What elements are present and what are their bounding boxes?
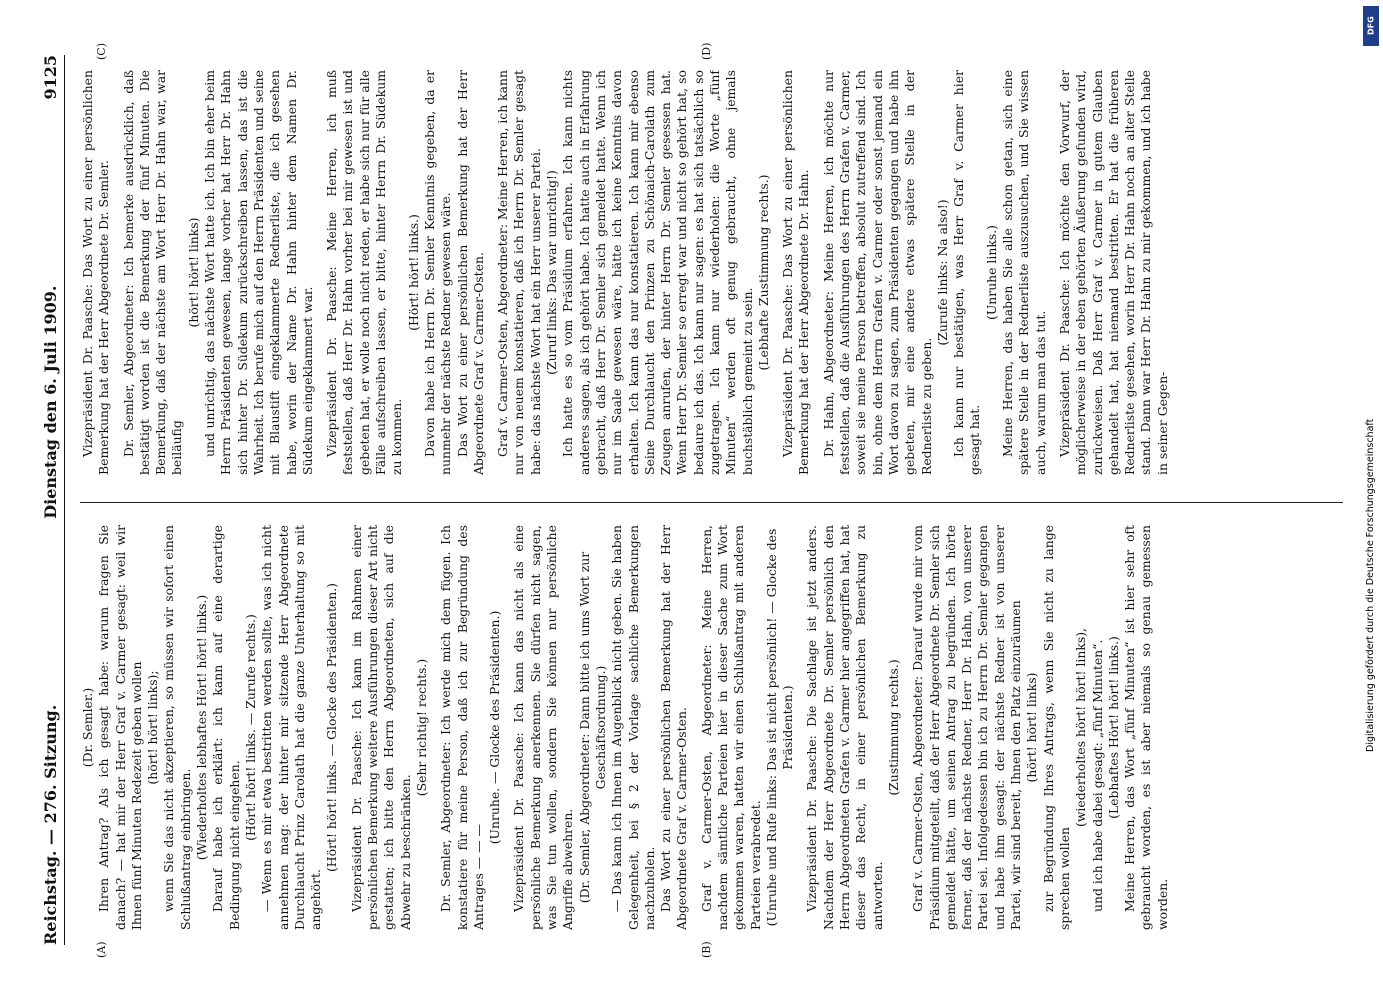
interjection: (Lebhafte Zustimmung rechts.) bbox=[755, 174, 771, 371]
paragraph: und unrichtig, das nächste Wort hatte ich. Ich bin eher beim Herrn Präsidenten gewesen, lange vorher hat Herr Dr. Hahn sich hinter Dr. Südekum zurückschreiben lassen, das ist die Wahrheit. Ich berufe mich auf den Herrn Präsidenten und seine mit Blaustift eingeklammerte Rednerliste, die ich gesehen habe, worin der Name Dr. Hahn hinter dem Namen Dr. Südekum eingeklammert war. bbox=[202, 70, 315, 475]
interjection: (hört! hört! links); bbox=[145, 670, 161, 785]
paragraph: Darauf habe ich erklärt: ich kann auf eine derartige Bedingung nicht eingehen. bbox=[210, 525, 242, 930]
interjection: (hört! hört! links) bbox=[1024, 672, 1040, 783]
speech-paragraph: Dr. Semler, Abgeordneter: Ich bemerke ausdrücklich, daß bestätigt worden ist die Bemerkung der fünf Minuten. Die Bemerkung, daß der nächste am Wort Herr Dr. Hahn war, war beiläufig bbox=[120, 70, 185, 475]
paragraph: zur Begründung Ihres Antrags, wenn Sie nicht zu lange sprechen wollen bbox=[1040, 525, 1072, 930]
paragraph: Ich hatte es so vom Präsidium erfahren. Ich kann nichts anderes sagen, als ich gehört habe. Ich hatte auch in Erfahrung gebracht, daß Herr Dr. Semler sich gemeldet hatte. Wenn ich nur im Saale gewesen wäre, hätte ich keine Kenntnis davon erhalten. Ich kann das nur konstatieren. Ich kann mir ebenso Seine Durchlaucht den Prinzen zu Schönaich-Carolath zum Zeugen anrufen, der hinter Herrn Dr. Semler gesessen hat. Wenn Herr Dr. Semler so erregt war und nicht so gehört hat, so bedaure ich das. Ich kann nur sagen: es hat sich tatsächlich so zugetragen. Ich kann nur wiederholen: die Worte „fünf Minuten“ werden oft genug gebraucht, ohne jemals buchstäblich gemeint zu sein. bbox=[560, 70, 755, 475]
interjection: (wiederholtes hört! hört! links), bbox=[1073, 628, 1089, 828]
paragraph: — Das kann ich Ihnen im Augenblick nicht geben. Sie haben Gelegenheit, bei § 2 der Vorlage sachliche Bemerkungen nachzuholen. bbox=[609, 525, 657, 930]
dfg-logo: DFG bbox=[1363, 6, 1379, 46]
page-number: 9125 bbox=[41, 55, 60, 100]
paragraph: wenn Sie das nicht akzeptieren, so müssen wir sofort einen Schlußantrag einbringen. bbox=[161, 525, 193, 930]
margin-marker-b: (B) bbox=[700, 941, 713, 958]
paragraph: — Wenn es mir etwa bestritten werden sollte, was ich nicht annehmen mag: der hinter mir sitzende Herr Abgeordnete Durchlaucht Prinz Carolath hat die ganze Unterhaltung so mit angehört. bbox=[259, 525, 324, 930]
interjection: (Zurufe links: Na also!) bbox=[934, 199, 950, 346]
paragraph: Davon habe ich Herrn Dr. Semler Kenntnis gegeben, da er nunmehr der nächste Redner gewesen wäre. bbox=[421, 70, 454, 475]
speech-paragraph: Dr. Semler, Abgeordneter: Ich werde mich dem fügen. Ich konstatiere für meine Person, daß ich zur Begründung des Antrages — — — bbox=[438, 525, 486, 930]
speaker-continuation: (Dr. Semler.) bbox=[80, 687, 95, 768]
margin-marker-a: (A) bbox=[95, 941, 108, 958]
interjection: (Zuruf links: Das war unrichtig!) bbox=[544, 170, 560, 375]
interjection: (Zustimmung rechts.) bbox=[885, 659, 901, 796]
interjection: (Unruhe links.) bbox=[983, 225, 999, 320]
speech-paragraph: Dr. Hahn, Abgeordneter: Meine Herren, ich möchte nur feststellen, daß die Ausführungen des Herrn Grafen v. Carmer, soweit sie meine Person betreffen, absolut zutreffend sind. Ich bin, ohne dem Herrn Grafen v. Carmer oder sonst jemand ein Wort davon zu sagen, zum Präsidenten gegangen und habe ihn gebeten, mir eine andere etwas spätere Stelle in der Rednerliste zu geben. bbox=[820, 70, 934, 475]
speech-paragraph: Vizepräsident Dr. Paasche: Ich kann das nicht als eine persönliche Bemerkung anerkennen. Sie dürfen nicht sagen, was Sie tun wollen, sondern Sie können nur persönliche Angriffe abwehren. bbox=[511, 525, 576, 930]
interjection: (hört! hört! links) bbox=[185, 217, 201, 328]
interjection: (Hört! hört! links. — Glocke des Präsidenten.) bbox=[324, 582, 340, 873]
speech-paragraph: Vizepräsident Dr. Paasche: Meine Herren, ich muß feststellen, daß Herr Dr. Hahn vorher bei mir gewesen ist und gebeten hat, er wolle noch nicht reden, er habe sich nur für alle Fälle aufschreiben lassen, er bitte, hinter Herrn Dr. Südekum zu kommen. bbox=[324, 70, 405, 475]
speech-paragraph: Graf v. Carmer-Osten, Abgeordneter: Darauf wurde mir vom Präsidium mitgeteilt, daß der Herr Abgeordnete Dr. Semler sich gemeldet hätte, um seinen Antrag zu begründen. Ich hörte ferner, daß der nächste Redner, Herr Dr. Hahn, von unserer Partei sei. Infolgedessen bin ich zu Herrn Dr. Semler gegangen und habe ihm gesagt: der nächste Redner ist von unserer Partei, wir sind bereit, Ihnen den Platz einzuräumen bbox=[910, 525, 1024, 930]
paragraph: Meine Herren, das Wort „fünf Minuten“ ist hier sehr oft gebraucht worden, es ist aber niemals so genau gemessen worden. bbox=[1122, 525, 1170, 930]
speech-paragraph: Vizepräsident Dr. Paasche: Die Sachlage ist jetzt anders. Nachdem der Herr Abgeordnete Dr. Semler persönlich den Herrn Abgeordneten Grafen v. Carmer hier angegriffen hat, hat dieser das Recht, in einer persönlichen Bemerkung zu antworten. bbox=[804, 525, 885, 930]
speech-paragraph: Vizepräsident Dr. Paasche: Ich kann im Rahmen einer persönlichen Bemerkung weitere Ausführungen dieser Art nicht gestatten; ich bitte den Herrn Abgeordneten, sich auf die Abwehr zu beschränken. bbox=[348, 525, 413, 930]
speech-paragraph: Vizepräsident Dr. Paasche: Ich möchte den Vorwurf, der möglicherweise in der eben gehörten Äußerung gefunden wird, zurückweisen. Daß Herr Graf v. Carmer in gutem Glauben gehandelt hat, hat niemand bestritten. Er hat die früheren Rednerliste gesehen, worin Herr Dr. Hahn noch an alter Stelle stand. Dann war Herr Dr. Hahn zu mir gekommen, und ich habe in seiner Gegen- bbox=[1056, 70, 1170, 475]
interjection: (Unruhe und Rufe links: Das ist nicht persönlich! — Glocke des Präsidenten.) bbox=[763, 528, 796, 927]
paragraph: Ich kann nur bestätigen, was Herr Graf v. Carmer hier gesagt hat. bbox=[951, 70, 983, 475]
interjection: (Dr. Semler, Abgeordneter: Dann bitte ich ums Wort zur Geschäftsordnung.) bbox=[576, 551, 608, 904]
right-column bbox=[80, 70, 1353, 475]
interjection: (Hört! hört! links.) bbox=[405, 214, 421, 331]
interjection: (Unruhe. — Glocke des Präsidenten.) bbox=[487, 610, 503, 845]
interjection: (Wiederholtes lebhaftes Hört! hört! links.) bbox=[194, 594, 210, 861]
speech-paragraph: Graf v. Carmer-Osten, Abgeordneter: Meine Herren, nachdem sämtliche Parteien hier in dieser Sache zum Wort gekommen waren, hatten wir einen Schlußantrag mit anderen Parteien verabredet. bbox=[698, 525, 763, 930]
column-divider bbox=[80, 502, 1343, 503]
speech-paragraph: Graf v. Carmer-Osten, Abgeordneter: Meine Herren, ich kann nur von neuem konstatieren, daß ich Herrn Dr. Semler gesagt habe: das nächste Wort hat ein Herr unserer Partei. bbox=[495, 70, 543, 475]
digitization-credit: Digitalisierung gefördert durch die Deutsche Forschungsgemeinschaft bbox=[1365, 418, 1376, 752]
paragraph: Das Wort zu einer persönlichen Bemerkung hat der Herr Abgeordnete Graf v. Carmer-Osten. bbox=[454, 70, 486, 475]
paragraph: Ihren Antrag? Als ich gesagt habe: warum fragen Sie danach? — hat mir der Herr Graf v. Carmer gesagt: weil wir Ihnen fünf Minuten Redezeit geben wollen bbox=[96, 525, 144, 930]
page-header bbox=[30, 55, 65, 945]
paragraph: Das Wort zu einer persönlichen Bemerkung hat der Herr Abgeordnete Graf v. Carmer-Osten. bbox=[658, 525, 690, 930]
paragraph: und ich habe dabei gesagt: „fünf Minuten“. bbox=[1089, 639, 1105, 912]
interjection: (Hört! hört! links. — Zurufe rechts.) bbox=[242, 614, 258, 841]
header-center: Dienstag den 6. Juli 1909. bbox=[41, 285, 60, 519]
paragraph: Meine Herren, das haben Sie alle schon getan, sich eine spätere Stelle in der Rednerliste auszusuchen, und Sie wissen auch, warum man das tut. bbox=[1000, 70, 1048, 475]
header-left: Reichstag. — 276. Sitzung. bbox=[41, 704, 60, 945]
interjection: (Sehr richtig! rechts.) bbox=[413, 658, 429, 797]
left-column bbox=[80, 525, 1353, 930]
margin-marker-d: (D) bbox=[700, 42, 713, 60]
speech-paragraph: Vizepräsident Dr. Paasche: Das Wort zu einer persönlichen Bemerkung hat der Herr Abgeordnete Dr. Hahn. bbox=[780, 70, 812, 475]
margin-marker-c: (C) bbox=[95, 43, 108, 60]
speech-paragraph: Vizepräsident Dr. Paasche: Das Wort zu einer persönlichen Bemerkung hat der Herr Abgeordnete Dr. Semler. bbox=[80, 70, 112, 475]
interjection: (Lebhaftes Hört! hört! links.) bbox=[1105, 636, 1121, 819]
